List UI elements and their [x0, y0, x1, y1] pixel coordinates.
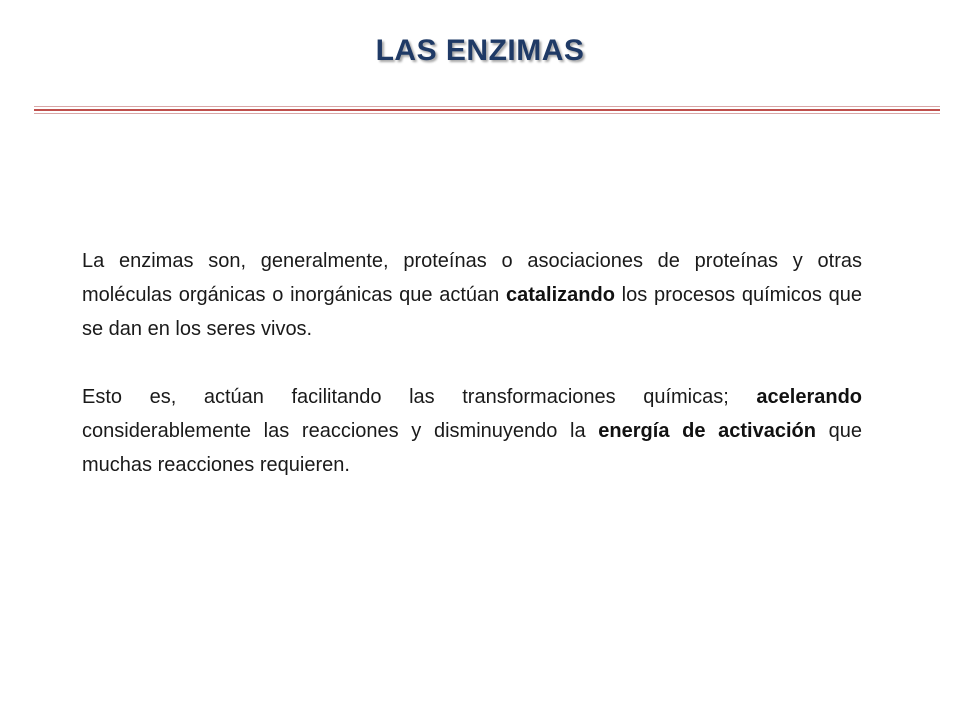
- paragraph-function: [82, 380, 862, 482]
- slide-title: LAS ENZIMAS: [375, 34, 585, 67]
- paragraph-2-text-2: considerablemente las reacciones y disminuyendo la: [82, 420, 599, 442]
- paragraph-2-bold-acelerando: acelerando: [756, 386, 862, 408]
- paragraph-2-text-1: Esto es, actúan facilitando las transformaciones químicas;: [82, 386, 757, 408]
- paragraph-1-text-1: La enzimas son, generalmente, proteínas o asociaciones de proteínas y otras moléculas orgánicas o inorgánicas que actúan: [82, 250, 862, 306]
- title-divider-main: [34, 109, 940, 111]
- paragraph-2-bold-energia-activacion: energía de activación: [598, 420, 816, 442]
- paragraph-2-text-3: que muchas reacciones requieren.: [82, 420, 862, 476]
- title-divider-bottom: [34, 113, 940, 114]
- paragraph-1-text-2: los procesos químicos que se dan en los seres vivos.: [82, 284, 862, 340]
- paragraph-1-bold-catalizando: catalizando: [506, 284, 615, 306]
- paragraph-definition: [82, 244, 862, 346]
- body-text: [82, 244, 862, 482]
- title-divider-top: [34, 106, 940, 107]
